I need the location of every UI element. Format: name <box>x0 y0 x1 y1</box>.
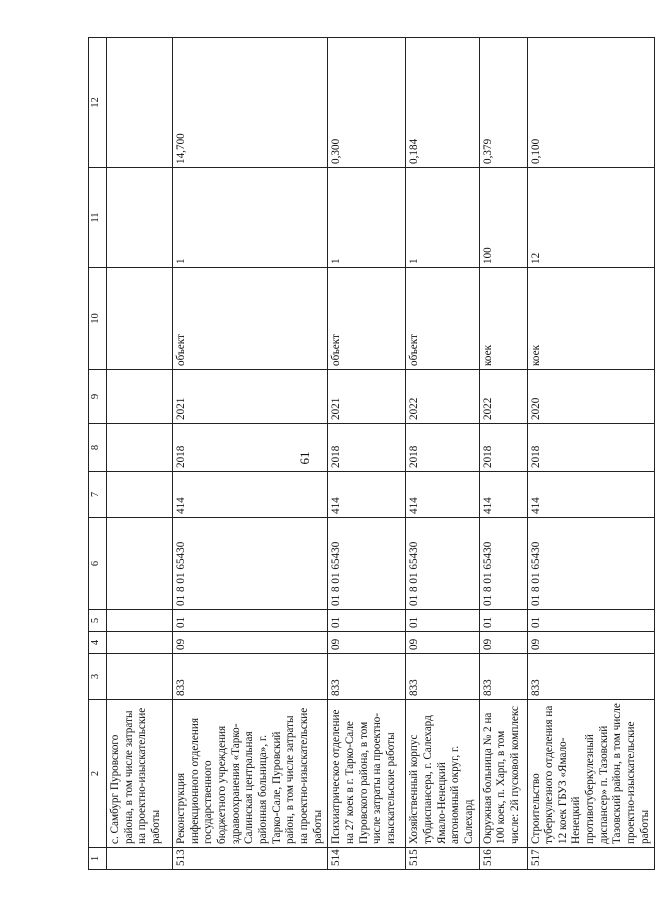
cell: 09 <box>527 632 655 654</box>
name-cell: Психиатрическое отделение на 27 коек в г. Тарко-Сале Пуровского района, в том числе затраты на проектно-изыскательские работы <box>328 700 406 848</box>
cell <box>107 654 173 700</box>
cell: 0,300 <box>328 38 406 168</box>
cell: 01 <box>479 610 527 632</box>
row-number-cell: 516 <box>479 848 527 870</box>
header-cell: 9 <box>89 370 107 424</box>
cell: 100 <box>479 168 527 268</box>
cell: объект <box>406 268 479 370</box>
row-number-cell <box>107 848 173 870</box>
cell: 414 <box>173 472 328 518</box>
cell: 14,700 <box>173 38 328 168</box>
cell: 833 <box>479 654 527 700</box>
cell: 414 <box>328 472 406 518</box>
cell <box>107 472 173 518</box>
budget-table <box>88 37 655 870</box>
cell: 01 <box>328 610 406 632</box>
cell: 2018 <box>173 424 328 472</box>
cell: 2020 <box>527 370 655 424</box>
row-number-cell: 515 <box>406 848 479 870</box>
header-cell: 3 <box>89 654 107 700</box>
cell: 1 <box>173 168 328 268</box>
table-row <box>173 38 328 870</box>
cell: 414 <box>479 472 527 518</box>
cell <box>107 632 173 654</box>
header-cell: 2 <box>89 700 107 848</box>
cell: 12 <box>527 168 655 268</box>
cell: 01 <box>406 610 479 632</box>
cell <box>107 610 173 632</box>
cell: 2021 <box>328 370 406 424</box>
table-header-row <box>89 38 107 870</box>
cell: 01 8 01 65430 <box>479 518 527 610</box>
row-number-cell: 517 <box>527 848 655 870</box>
row-number-cell: 514 <box>328 848 406 870</box>
cell: 2018 <box>328 424 406 472</box>
cell: 01 8 01 65430 <box>406 518 479 610</box>
table-frame <box>88 38 651 870</box>
cell: 01 8 01 65430 <box>328 518 406 610</box>
cell: 1 <box>406 168 479 268</box>
cell <box>107 518 173 610</box>
cell: 0,100 <box>527 38 655 168</box>
table-row <box>406 38 479 870</box>
cell: 833 <box>527 654 655 700</box>
table-row <box>527 38 655 870</box>
cell: коек <box>479 268 527 370</box>
cell: 01 <box>173 610 328 632</box>
cell: 2018 <box>479 424 527 472</box>
cell: 01 <box>527 610 655 632</box>
cell: 09 <box>173 632 328 654</box>
header-cell: 1 <box>89 848 107 870</box>
cell <box>107 370 173 424</box>
cell: 414 <box>527 472 655 518</box>
row-number-cell: 513 <box>173 848 328 870</box>
header-cell: 10 <box>89 268 107 370</box>
cell: 2018 <box>527 424 655 472</box>
page-number: 61 <box>297 451 312 465</box>
cell: 0,184 <box>406 38 479 168</box>
cell: 09 <box>406 632 479 654</box>
table-row <box>107 38 173 870</box>
cell <box>107 168 173 268</box>
name-cell: с. Самбург Пуровского района, в том числе затраты на проектно-изыскательские работы <box>107 700 173 848</box>
header-cell: 11 <box>89 168 107 268</box>
header-cell: 4 <box>89 632 107 654</box>
cell <box>107 268 173 370</box>
name-cell: Хозяйственный корпус тубдиспансера, г. Салехард Ямало-Ненецкий автономный округ, г. Салехард <box>406 700 479 848</box>
cell: 1 <box>328 168 406 268</box>
cell: 414 <box>406 472 479 518</box>
name-cell: Окружная больница № 2 на 100 коек, п. Харп, в том числе: 2й пусковой комплекс <box>479 700 527 848</box>
cell: 833 <box>406 654 479 700</box>
header-cell: 5 <box>89 610 107 632</box>
table-row <box>479 38 527 870</box>
cell <box>107 424 173 472</box>
cell: 833 <box>328 654 406 700</box>
cell: объект <box>173 268 328 370</box>
table-row <box>328 38 406 870</box>
header-cell: 6 <box>89 518 107 610</box>
cell: 01 8 01 65430 <box>527 518 655 610</box>
header-cell: 12 <box>89 38 107 168</box>
cell: коек <box>527 268 655 370</box>
cell: 09 <box>479 632 527 654</box>
cell: объект <box>328 268 406 370</box>
cell <box>107 38 173 168</box>
header-cell: 8 <box>89 424 107 472</box>
name-cell: Реконструкция инфекционного отделения государственного бюджетного учреждения здравоохранения «Тарко-Салинская центральная районная больница», г. Тарко-Сале, Пуровский район, в том числе затраты на проектно-изыскательские работы <box>173 700 328 848</box>
cell: 2022 <box>406 370 479 424</box>
cell: 0,379 <box>479 38 527 168</box>
cell: 2018 <box>406 424 479 472</box>
header-cell: 7 <box>89 472 107 518</box>
cell: 01 8 01 65430 <box>173 518 328 610</box>
cell: 09 <box>328 632 406 654</box>
cell: 2021 <box>173 370 328 424</box>
cell: 2022 <box>479 370 527 424</box>
cell: 833 <box>173 654 328 700</box>
name-cell: Строительство туберкулезного отделения на 12 коек ГБУЗ «Ямало-Ненецкий противотуберкулезный диспансер» п. Тазовский Тазовский район, в том числе проектно-изыскательские работы <box>527 700 655 848</box>
